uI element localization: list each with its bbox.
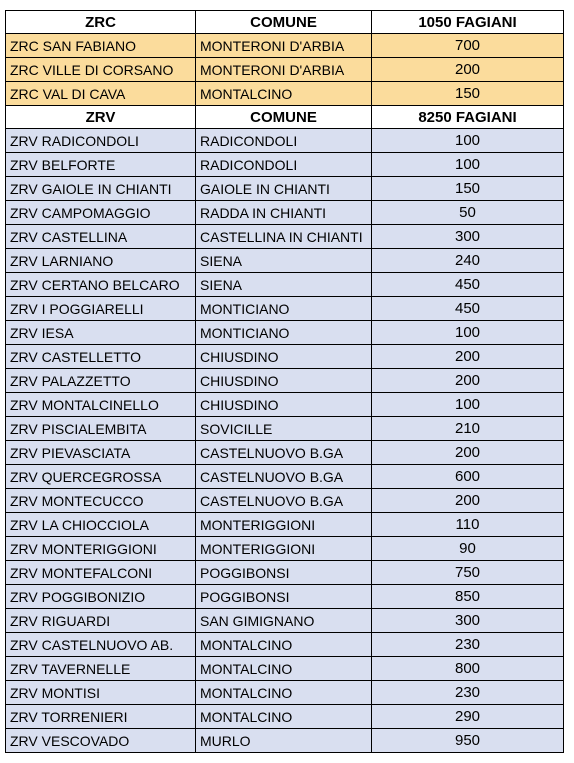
zrc-row — [6, 34, 564, 58]
zrv-row — [6, 369, 564, 393]
zrv-fagiani-cell: 850 — [372, 585, 564, 609]
table-body — [6, 11, 564, 753]
zrv-row — [6, 321, 564, 345]
zrv-name-cell: ZRV MONTEFALCONI — [6, 561, 196, 585]
zrc-fagiani-cell: 700 — [372, 34, 564, 58]
zrv-fagiani-cell: 800 — [372, 657, 564, 681]
zrv-comune-cell: MONTALCINO — [196, 705, 372, 729]
zrv-row — [6, 657, 564, 681]
zrv-name-cell: ZRV PISCIALEMBITA — [6, 417, 196, 441]
zrv-header-fagiani: 8250 FAGIANI — [372, 106, 564, 129]
zrv-row — [6, 225, 564, 249]
zrv-row — [6, 585, 564, 609]
zrv-comune-cell: SOVICILLE — [196, 417, 372, 441]
fagiani-table-sheet — [5, 10, 563, 753]
zrv-header-comune: COMUNE — [196, 106, 372, 129]
zrv-name-cell: ZRV I POGGIARELLI — [6, 297, 196, 321]
zrv-name-cell: ZRV BELFORTE — [6, 153, 196, 177]
zrv-comune-cell: SIENA — [196, 249, 372, 273]
zrv-fagiani-cell: 300 — [372, 609, 564, 633]
zrc-comune-cell: MONTERONI D'ARBIA — [196, 58, 372, 82]
zrv-fagiani-cell: 450 — [372, 297, 564, 321]
zrv-name-cell: ZRV PIEVASCIATA — [6, 441, 196, 465]
zrv-fagiani-cell: 950 — [372, 729, 564, 753]
zrv-header-name: ZRV — [6, 106, 196, 129]
zrc-row — [6, 82, 564, 106]
zrv-row — [6, 153, 564, 177]
zrv-comune-cell: POGGIBONSI — [196, 585, 372, 609]
zrc-name-cell: ZRC SAN FABIANO — [6, 34, 196, 58]
zrv-fagiani-cell: 100 — [372, 393, 564, 417]
zrv-comune-cell: CASTELNUOVO B.GA — [196, 465, 372, 489]
zrv-row — [6, 129, 564, 153]
zrv-row — [6, 345, 564, 369]
zrv-comune-cell: SIENA — [196, 273, 372, 297]
zrv-name-cell: ZRV MONTECUCCO — [6, 489, 196, 513]
zrv-fagiani-cell: 50 — [372, 201, 564, 225]
zrv-fagiani-cell: 100 — [372, 153, 564, 177]
zrv-name-cell: ZRV MONTISI — [6, 681, 196, 705]
zrv-comune-cell: RADICONDOLI — [196, 153, 372, 177]
zrv-comune-cell: RADICONDOLI — [196, 129, 372, 153]
zrv-comune-cell: MONTICIANO — [196, 297, 372, 321]
zrv-comune-cell: POGGIBONSI — [196, 561, 372, 585]
zrv-row — [6, 561, 564, 585]
zrv-row — [6, 441, 564, 465]
zrc-header-fagiani: 1050 FAGIANI — [372, 11, 564, 34]
zrv-row — [6, 681, 564, 705]
zrv-row — [6, 201, 564, 225]
zrv-name-cell: ZRV POGGIBONIZIO — [6, 585, 196, 609]
zrc-name-cell: ZRC VILLE DI CORSANO — [6, 58, 196, 82]
zrv-comune-cell: MURLO — [196, 729, 372, 753]
zrv-fagiani-cell: 300 — [372, 225, 564, 249]
zrc-header-name: ZRC — [6, 11, 196, 34]
zrv-comune-cell: CASTELLINA IN CHIANTI — [196, 225, 372, 249]
zrv-fagiani-cell: 150 — [372, 177, 564, 201]
zrv-row — [6, 489, 564, 513]
zrv-fagiani-cell: 240 — [372, 249, 564, 273]
zrc-row — [6, 58, 564, 82]
zrv-comune-cell: MONTALCINO — [196, 681, 372, 705]
zrv-comune-cell: CHIUSDINO — [196, 345, 372, 369]
zrv-comune-cell: GAIOLE IN CHIANTI — [196, 177, 372, 201]
zrv-row — [6, 297, 564, 321]
zrv-comune-cell: MONTERIGGIONI — [196, 537, 372, 561]
zrv-name-cell: ZRV PALAZZETTO — [6, 369, 196, 393]
zrv-fagiani-cell: 750 — [372, 561, 564, 585]
zrv-row — [6, 417, 564, 441]
zrv-fagiani-cell: 290 — [372, 705, 564, 729]
zrv-row — [6, 273, 564, 297]
zrv-comune-cell: MONTERIGGIONI — [196, 513, 372, 537]
zrv-comune-cell: MONTALCINO — [196, 633, 372, 657]
zrv-comune-cell: MONTALCINO — [196, 657, 372, 681]
zrv-fagiani-cell: 200 — [372, 441, 564, 465]
zrv-row — [6, 393, 564, 417]
zrv-comune-cell: MONTICIANO — [196, 321, 372, 345]
zrv-comune-cell: CHIUSDINO — [196, 393, 372, 417]
zrv-name-cell: ZRV LA CHIOCCIOLA — [6, 513, 196, 537]
zrv-comune-cell: SAN GIMIGNANO — [196, 609, 372, 633]
zrc-header-row — [6, 11, 564, 34]
zrv-fagiani-cell: 200 — [372, 369, 564, 393]
zrc-comune-cell: MONTERONI D'ARBIA — [196, 34, 372, 58]
zrv-name-cell: ZRV CAMPOMAGGIO — [6, 201, 196, 225]
zrv-row — [6, 609, 564, 633]
zrv-name-cell: ZRV CERTANO BELCARO — [6, 273, 196, 297]
zrv-name-cell: ZRV CASTELLINA — [6, 225, 196, 249]
zrc-comune-cell: MONTALCINO — [196, 82, 372, 106]
zrv-header-row — [6, 106, 564, 129]
zrv-fagiani-cell: 210 — [372, 417, 564, 441]
zrv-fagiani-cell: 100 — [372, 321, 564, 345]
zrv-row — [6, 633, 564, 657]
zrv-row — [6, 705, 564, 729]
zrv-name-cell: ZRV RADICONDOLI — [6, 129, 196, 153]
zrv-fagiani-cell: 600 — [372, 465, 564, 489]
zrc-fagiani-cell: 200 — [372, 58, 564, 82]
zrv-name-cell: ZRV RIGUARDI — [6, 609, 196, 633]
zrv-name-cell: ZRV QUERCEGROSSA — [6, 465, 196, 489]
fagiani-table — [5, 10, 564, 753]
zrv-comune-cell: CASTELNUOVO B.GA — [196, 441, 372, 465]
zrv-name-cell: ZRV MONTERIGGIONI — [6, 537, 196, 561]
zrc-name-cell: ZRC VAL DI CAVA — [6, 82, 196, 106]
zrv-name-cell: ZRV MONTALCINELLO — [6, 393, 196, 417]
zrv-name-cell: ZRV CASTELNUOVO AB. — [6, 633, 196, 657]
zrv-row — [6, 537, 564, 561]
zrv-row — [6, 249, 564, 273]
zrv-fagiani-cell: 230 — [372, 681, 564, 705]
zrv-fagiani-cell: 200 — [372, 489, 564, 513]
zrv-name-cell: ZRV TORRENIERI — [6, 705, 196, 729]
zrv-fagiani-cell: 200 — [372, 345, 564, 369]
zrv-fagiani-cell: 230 — [372, 633, 564, 657]
zrv-row — [6, 465, 564, 489]
zrv-fagiani-cell: 110 — [372, 513, 564, 537]
zrc-header-comune: COMUNE — [196, 11, 372, 34]
zrv-name-cell: ZRV TAVERNELLE — [6, 657, 196, 681]
zrv-row — [6, 513, 564, 537]
zrv-row — [6, 729, 564, 753]
zrv-name-cell: ZRV LARNIANO — [6, 249, 196, 273]
zrv-comune-cell: RADDA IN CHIANTI — [196, 201, 372, 225]
zrv-name-cell: ZRV VESCOVADO — [6, 729, 196, 753]
zrv-fagiani-cell: 90 — [372, 537, 564, 561]
zrv-name-cell: ZRV IESA — [6, 321, 196, 345]
zrv-name-cell: ZRV CASTELLETTO — [6, 345, 196, 369]
zrc-fagiani-cell: 150 — [372, 82, 564, 106]
zrv-name-cell: ZRV GAIOLE IN CHIANTI — [6, 177, 196, 201]
zrv-comune-cell: CHIUSDINO — [196, 369, 372, 393]
zrv-row — [6, 177, 564, 201]
zrv-comune-cell: CASTELNUOVO B.GA — [196, 489, 372, 513]
zrv-fagiani-cell: 100 — [372, 129, 564, 153]
zrv-fagiani-cell: 450 — [372, 273, 564, 297]
